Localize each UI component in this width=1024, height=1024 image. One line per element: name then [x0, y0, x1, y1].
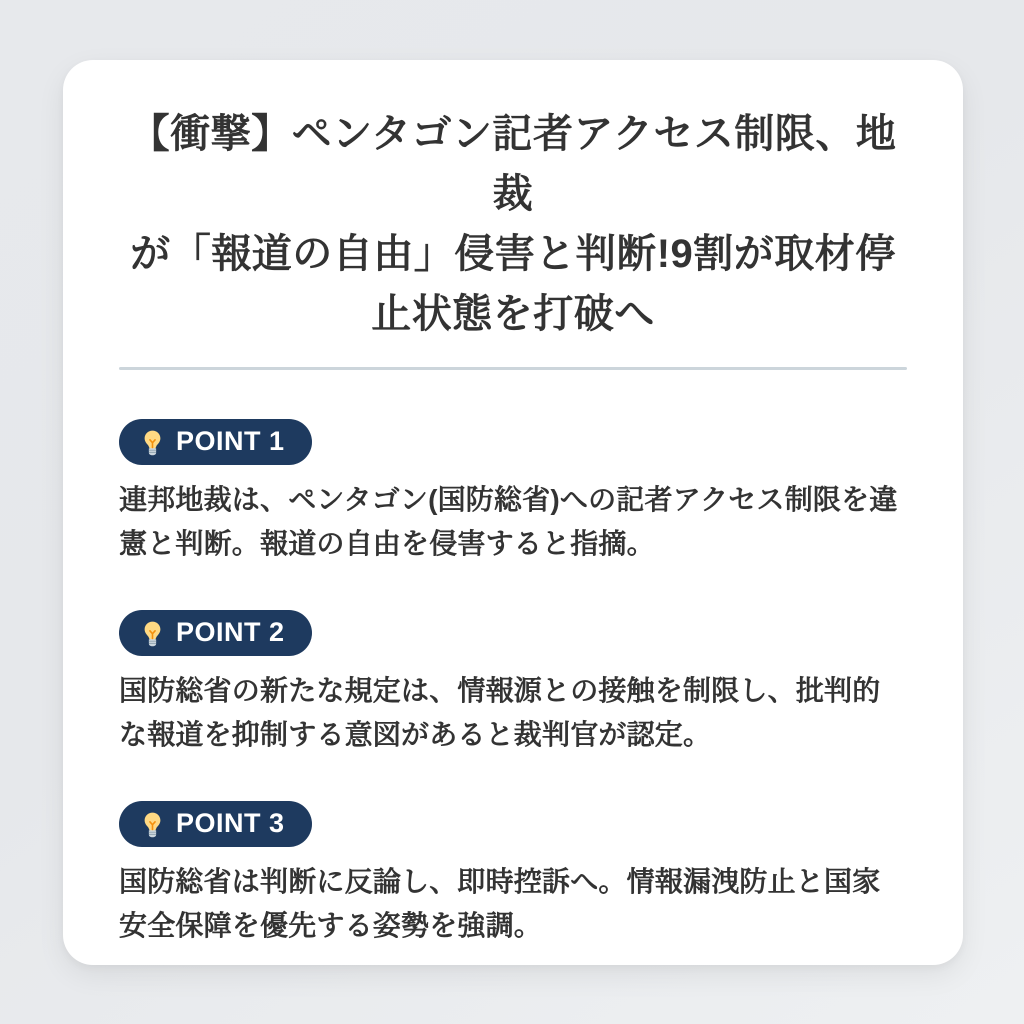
point-section-3 — [119, 801, 907, 948]
lightbulb-icon — [138, 810, 167, 839]
article-title-line-1: 【衝撃】ペンタゴン記者アクセス制限、地裁 — [129, 112, 897, 216]
article-title — [119, 104, 907, 344]
summary-card — [63, 60, 963, 965]
point-section-2 — [119, 610, 907, 757]
point-section-1 — [119, 419, 907, 566]
point-1-badge — [119, 419, 312, 465]
point-3-text: 国防総省は判断に反論し、即時控訴へ。情報漏洩防止と国家安全保障を優先する姿勢を強調。 — [119, 866, 881, 941]
point-2-badge-label: POINT 2 — [176, 616, 285, 647]
point-1-badge-label: POINT 1 — [176, 425, 285, 456]
point-2-text: 国防総省の新たな規定は、情報源との接触を制限し、批判的な報道を抑制する意図があると裁判官が認定。 — [119, 675, 881, 750]
lightbulb-icon — [138, 619, 167, 648]
lightbulb-icon — [138, 428, 167, 457]
article-title-line-3: 止状態を打破へ — [371, 292, 655, 336]
point-1-text: 連邦地裁は、ペンタゴン(国防総省)への記者アクセス制限を違憲と判断。報道の自由を侵害すると指摘。 — [119, 484, 898, 559]
point-3-badge — [119, 801, 312, 847]
article-title-line-2: が「報道の自由」侵害と判断!9割が取材停 — [130, 232, 896, 276]
point-2-badge — [119, 610, 312, 656]
title-divider — [119, 367, 907, 370]
point-3-badge-label: POINT 3 — [176, 807, 285, 838]
